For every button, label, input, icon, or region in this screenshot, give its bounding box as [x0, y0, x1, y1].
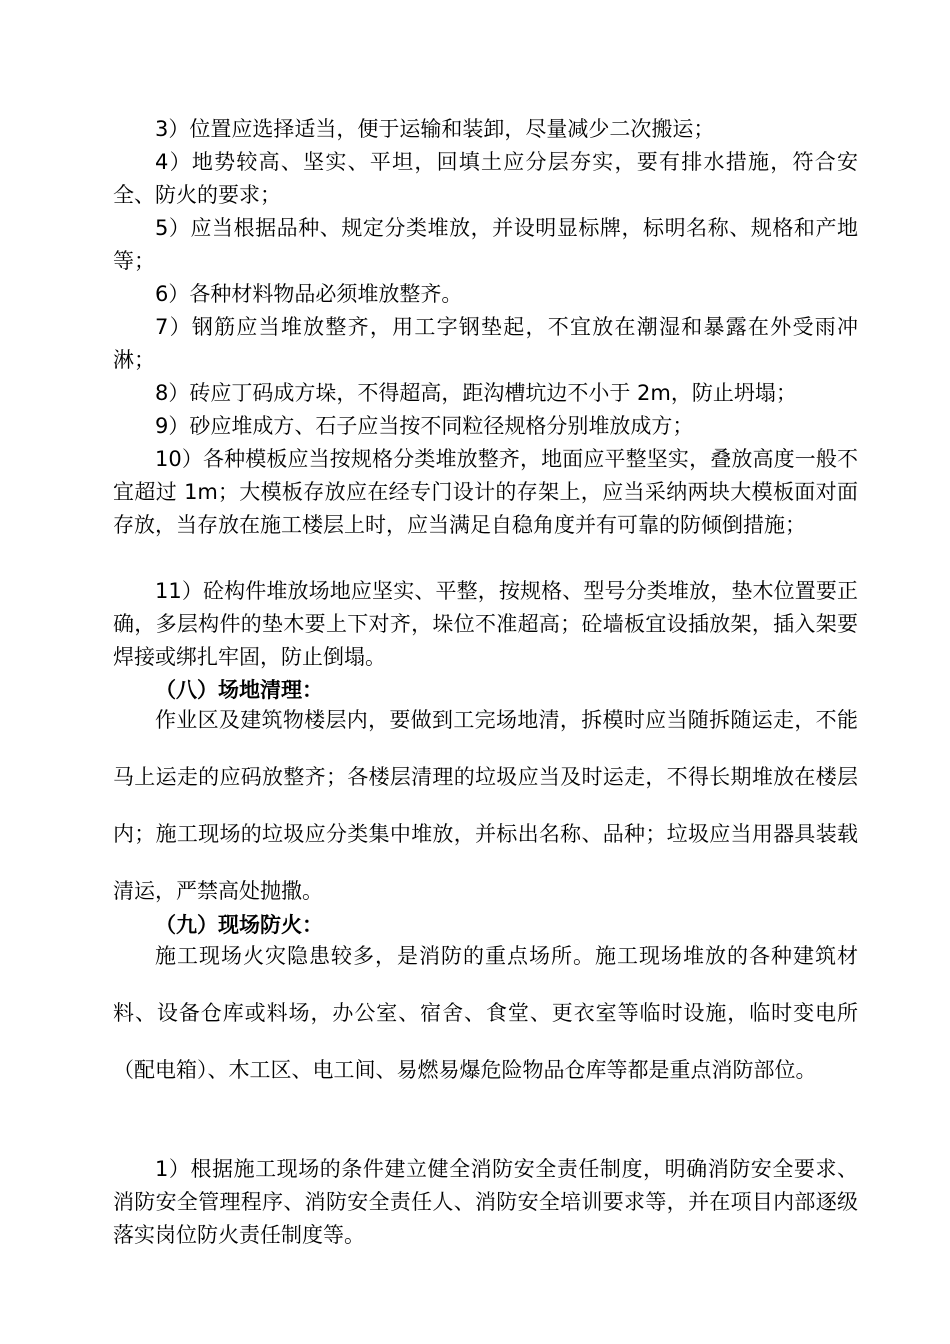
- section-body-fire-prevention: 施工现场火灾隐患较多，是消防的重点场所。施工现场堆放的各种建筑材料、设备仓库或料场，办公室、宿舍、食堂、更衣室等临时设施，临时变电所（配电箱）、木工区、电工间、易燃易爆危险物品仓库等都是重点消防部位。: [113, 944, 858, 1082]
- paragraph-item-11: 11）砼构件堆放场地应坚实、平整，按规格、型号分类堆放，垫木位置要正确，多层构件的垫木要上下对齐，垛位不准超高；砼墙板宜设插放架，插入架要焊接或绑扎牢固，防止倒塌。: [113, 579, 858, 669]
- section-heading-fire-prevention: （九）现场防火：: [155, 913, 323, 937]
- paragraph-item-5: 5）应当根据品种、规定分类堆放，并设明显标牌，标明名称、规格和产地等；: [113, 216, 858, 273]
- paragraph-item-fire-1: 1）根据施工现场的条件建立健全消防安全责任制度，明确消防安全要求、消防安全管理程序、消防安全责任人、消防安全培训要求等，并在项目内部逐级落实岗位防火责任制度等。: [113, 1157, 858, 1247]
- paragraph-item-3: 3）位置应选择适当，便于运输和装卸，尽量减少二次搬运；: [155, 117, 715, 141]
- paragraph-item-7: 7）钢筋应当堆放整齐，用工字钢垫起，不宜放在潮湿和暴露在外受雨冲淋；: [113, 315, 858, 372]
- paragraph-item-6: 6）各种材料物品必须堆放整齐。: [155, 282, 463, 306]
- section-heading-site-cleanup: （八）场地清理：: [155, 678, 323, 702]
- paragraph-item-9: 9）砂应堆成方、石子应当按不同粒径规格分别堆放成方；: [155, 414, 694, 438]
- paragraph-item-10: 10）各种模板应当按规格分类堆放整齐，地面应平整坚实，叠放高度一般不宜超过 1m；大模板存放应在经专门设计的存架上，应当采纳两块大模板面对面存放，当存放在施工楼层上时，应当满足自稳角度并有可靠的防倾倒措施；: [113, 447, 858, 537]
- paragraph-item-4: 4）地势较高、坚实、平坦，回填土应分层夯实，要有排水措施，符合安全、防火的要求；: [113, 150, 858, 207]
- paragraph-item-8: 8）砖应丁码成方垛，不得超高，距沟槽坑边不小于 2m，防止坍塌；: [155, 381, 797, 405]
- section-body-site-cleanup: 作业区及建筑物楼层内，要做到工完场地清，拆模时应当随拆随运走，不能马上运走的应码放整齐；各楼层清理的垃圾应当及时运走，不得长期堆放在楼层内；施工现场的垃圾应分类集中堆放，并标出名称、品种；垃圾应当用器具装载清运，严禁高处抛撒。: [113, 708, 858, 903]
